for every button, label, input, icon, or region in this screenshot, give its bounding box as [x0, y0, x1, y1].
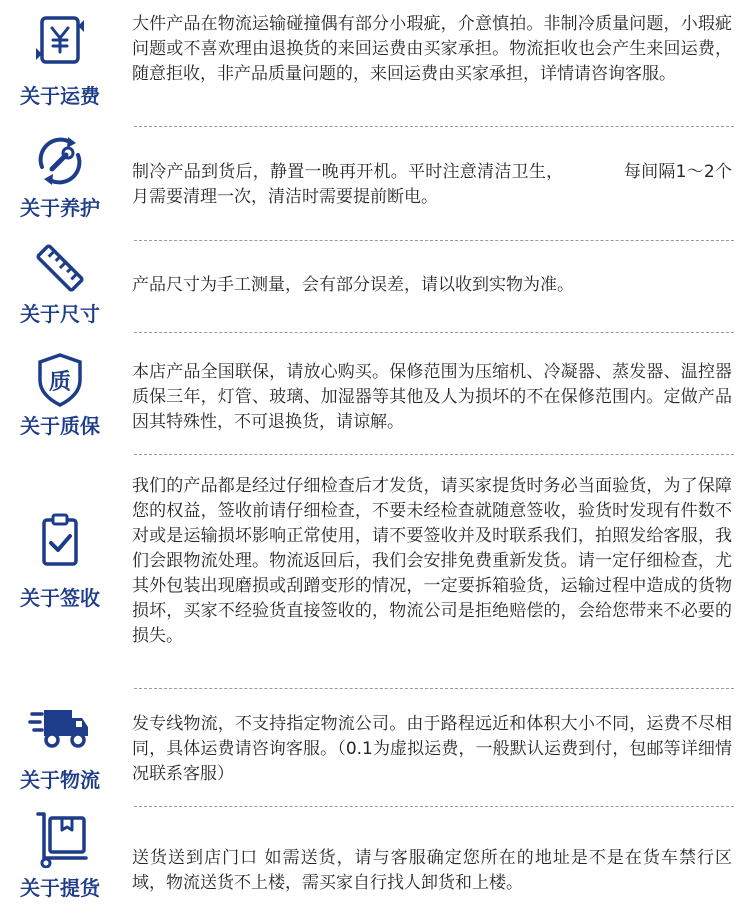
section-text: 产品尺寸为手工测量，会有部分误差，请以收到实物为准。	[132, 275, 574, 295]
section-text: 大件产品在物流运输碰撞偶有部分小瑕疵，介意慎拍。非制冷质量问题，小瑕疵问题或不喜欢理由退换货的来回运费由买家承担。物流拒收也会产生来回运费，随意拒收，非产品质量问题的，来回运费由买家承担，详情请咨询客服。	[132, 14, 732, 84]
divider	[134, 240, 734, 241]
divider	[134, 688, 734, 689]
section-text: 本店产品全国联保，请放心购买。保修范围为压缩机、冷凝器、蒸发器、温控器质保三年，灯管、玻璃、加湿器等其他及人为损坏的不在保修范围内。定做产品因其特殊性，不可退换货，请谅解。	[132, 362, 732, 432]
wrench-cycle-icon	[28, 133, 92, 189]
delivery-truck-icon	[28, 700, 92, 756]
section-title: 关于运费	[20, 84, 100, 108]
divider	[134, 332, 734, 333]
section-title: 关于物流	[20, 768, 100, 792]
section-text: 发专线物流，不支持指定物流公司。由于路程远近和体积大小不同，运费不尽相同，具体运费请咨询客服。（0.1为虚拟运费，一般默认运费到付，包邮等详细情况联系客服）	[132, 714, 732, 784]
divider	[134, 806, 734, 807]
section-text: 送货送到店门口 如需送货，请与客服确定您所在的地址是不是在货车禁行区域，物流送货不上楼，需买家自行找人卸货和上楼。	[132, 848, 732, 893]
clipboard-check-icon	[28, 512, 92, 568]
section-title: 关于尺寸	[20, 302, 100, 326]
divider	[134, 126, 734, 127]
section-title: 关于质保	[20, 414, 100, 438]
section-title: 关于养护	[20, 196, 100, 220]
package-cart-icon	[28, 812, 92, 868]
section-text: 制冷产品到货后，静置一晚再开机。平时注意清洁卫生， 每间隔1～2个月需要清理一次，清洁时需要提前断电。	[132, 162, 732, 207]
svg-text:质: 质	[48, 370, 72, 395]
divider	[134, 454, 734, 455]
section-text: 我们的产品都是经过仔细检查后才发货，请买家提货时务必当面验货，为了保障您的权益，签收前请仔细检查，不要未经检查就随意签收，验货时发现有件数不对或是运输损坏影响正常使用，请不要签收并及时联系我们，拍照发给客服，我们会跟物流处理。物流返回后，我们会安排免费重新发货。请一定仔细检查，尤其外包装出现磨损或刮蹭变形的情况，一定要拆箱验货，运输过程中造成的货物损坏，买家不经验货直接签收的，物流公司是拒绝赔偿的，会给您带来不必要的损失。	[132, 476, 732, 646]
ruler-icon	[28, 240, 92, 296]
quality-shield-icon	[28, 352, 92, 408]
yen-cycle-icon	[28, 12, 92, 68]
section-title: 关于提货	[20, 876, 100, 900]
section-title: 关于签收	[20, 586, 100, 610]
